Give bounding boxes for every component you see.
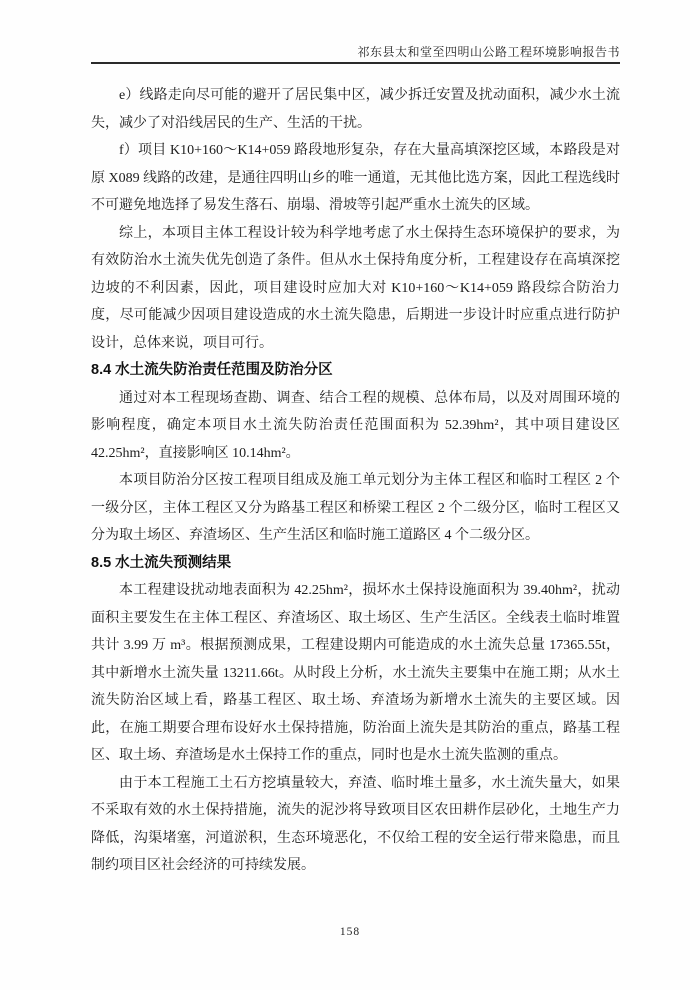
page-footer [0, 922, 700, 940]
header-rule [91, 62, 620, 64]
document-body [91, 82, 620, 880]
paragraph-terrain-section: f）项目 K10+160～K14+059 路段地形复杂，存在大量高填深挖区域，本路段是对原 X089 线路的改建，是通往四明山乡的唯一通道，无其他比选方案，因此工程选线时不可避免地选择了易发生落石、崩塌、滑坡等引起严重水土流失的区域。 [91, 143, 620, 213]
section-heading-8-5: 8.5 水土流失预测结果 [91, 554, 232, 571]
paragraph-prevention-zoning: 本项目防治分区按工程项目组成及施工单元划分为主体工程区和临时工程区 2 个一级分区，主体工程区又分为路基工程区和桥梁工程区 2 个二级分区，临时工程区又分为取土场区、弃渣场区、生产生活区和临时施工道路区 4 个二级分区。 [91, 473, 620, 543]
page-header [91, 44, 620, 64]
section-heading-8-4: 8.4 水土流失防治责任范围及防治分区 [91, 362, 333, 378]
page-number: 158 [339, 926, 361, 938]
paragraph-responsibility-scope: 通过对本工程现场查勘、调查、结合工程的规模、总体布局，以及对周围环境的影响程度，确定本项目水土流失防治责任范围面积为 52.39hm²，其中项目建设区 42.25hm²，直接影响区 10.14hm²。 [91, 390, 620, 461]
paragraph-erosion-consequences: 由于本工程施工土石方挖填量较大，弃渣、临时堆土量多，水土流失量大，如果不采取有效的水土保持措施，流失的泥沙将导致项目区农田耕作层砂化，土地生产力降低，沟渠堵塞，河道淤积，生态环境恶化，不仅给工程的安全运行带来隐患，而且制约项目区社会经济的可持续发展。 [91, 775, 620, 873]
paragraph-erosion-prediction: 本工程建设扰动地表面积为 42.25hm²，损坏水土保持设施面积为 39.40hm²，扰动面积主要发生在主体工程区、弃渣场区、取土场区、生产生活区。全线表土临时堆置共计 3.99 万 m³。根据预测成果，工程建设期内可能造成的水土流失总量 17365.55t，其中新增水土流失量 13211.66t。从时段上分析，水土流失主要集中在施工期；从水土流失防治区域上看，路基工程区、取土场、弃渣场为新增水土流失的主要区域。因此，在施工期要合理布设好水土保持措施，防治面上流失是其防治的重点，路基工程区、取土场、弃渣场是水土保持工作的重点，同时也是水土流失监测的重点。 [91, 583, 620, 763]
paragraph-overall-conclusion: 综上，本项目主体工程设计较为科学地考虑了水土保持生态环境保护的要求，为有效防治水土流失优先创造了条件。但从水土保持角度分析，工程建设存在高填深挖边坡的不利因素，因此，项目建设时应加大对 K10+160～K14+059 路段综合防治力度，尽可能减少因项目建设造成的水土流失隐患，后期进一步设计时应重点进行防护设计，总体来说，项目可行。 [91, 225, 620, 351]
paragraph-route-alignment: e）线路走向尽可能的避开了居民集中区，减少拆迁安置及扰动面积，减少水土流失，减少了对沿线居民的生产、生活的干扰。 [91, 88, 620, 131]
running-header-title: 祁东县太和堂至四明山公路工程环境影响报告书 [357, 45, 620, 59]
